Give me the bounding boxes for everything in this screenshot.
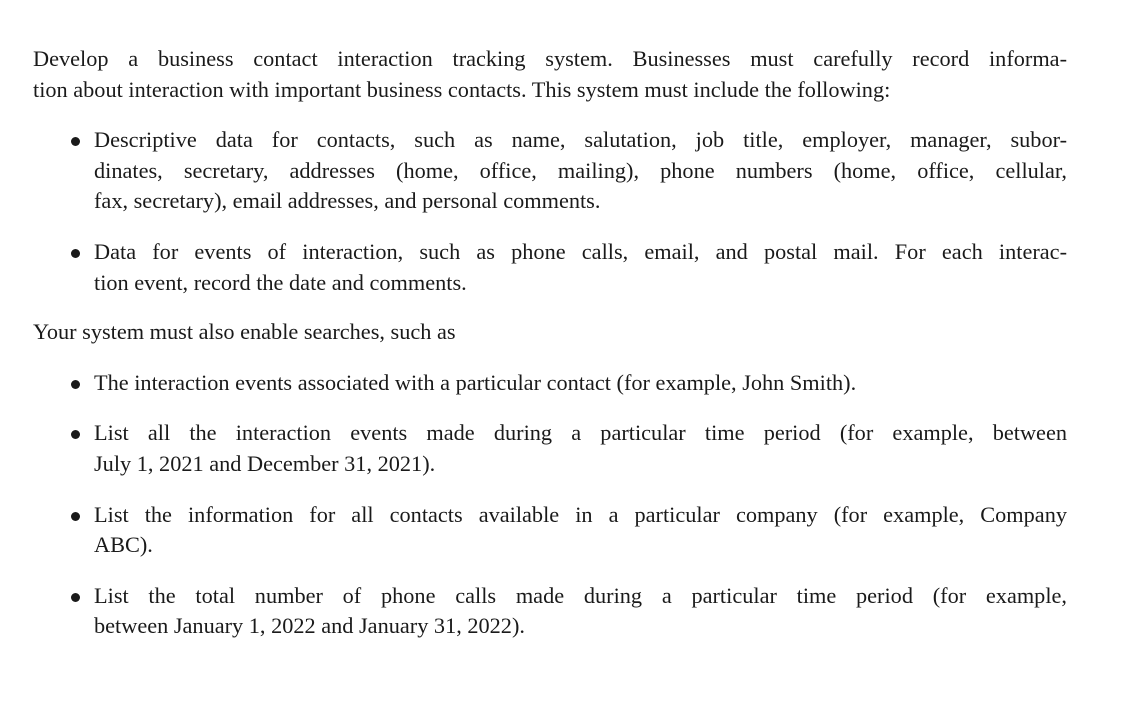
search-item-contact-events [33, 368, 1067, 399]
search-item-company-contacts [33, 500, 1067, 561]
requirement-item-events [33, 237, 1067, 298]
bullet-icon [71, 137, 80, 146]
bullet-icon [71, 593, 80, 602]
search-line: List the information for all contacts available in a particular company (for example, Company [94, 501, 1067, 527]
search-line: between January 1, 2022 and January 31, 2022). [94, 613, 525, 639]
requirement-line: Data for events of interaction, such as phone calls, email, and postal mail. For each interac- [94, 238, 1067, 264]
search-item-phone-call-count [33, 581, 1067, 642]
bullet-icon [71, 380, 80, 389]
requirement-line: dinates, secretary, addresses (home, office, mailing), phone numbers (home, office, cellular, [94, 157, 1067, 183]
intro-line: tion about interaction with important business contacts. This system must include the following: [33, 76, 891, 102]
search-line: List all the interaction events made during a particular time period (for example, between [94, 420, 1067, 446]
search-line: ABC). [94, 532, 153, 558]
search-line: List the total number of phone calls made during a particular time period (for example, [94, 582, 1067, 608]
intro-paragraph [33, 44, 1067, 105]
document-page [33, 44, 1067, 642]
search-item-time-period-events [33, 418, 1067, 479]
bullet-icon [71, 512, 80, 521]
requirement-item-contacts [33, 125, 1067, 217]
searches-list [33, 368, 1067, 642]
requirement-line: fax, secretary), email addresses, and personal comments. [94, 188, 601, 214]
intro-line: Develop a business contact interaction tracking system. Businesses must carefully record informa- [33, 46, 1067, 71]
requirement-line: tion event, record the date and comments. [94, 269, 467, 295]
bullet-icon [71, 249, 80, 258]
search-line: July 1, 2021 and December 31, 2021). [94, 450, 436, 476]
search-intro-paragraph: Your system must also enable searches, such as [33, 319, 456, 345]
requirements-list [33, 125, 1067, 298]
search-line: The interaction events associated with a particular contact (for example, John Smith). [94, 369, 857, 395]
bullet-icon [71, 430, 80, 439]
requirement-line: Descriptive data for contacts, such as name, salutation, job title, employer, manager, subor- [94, 127, 1067, 153]
